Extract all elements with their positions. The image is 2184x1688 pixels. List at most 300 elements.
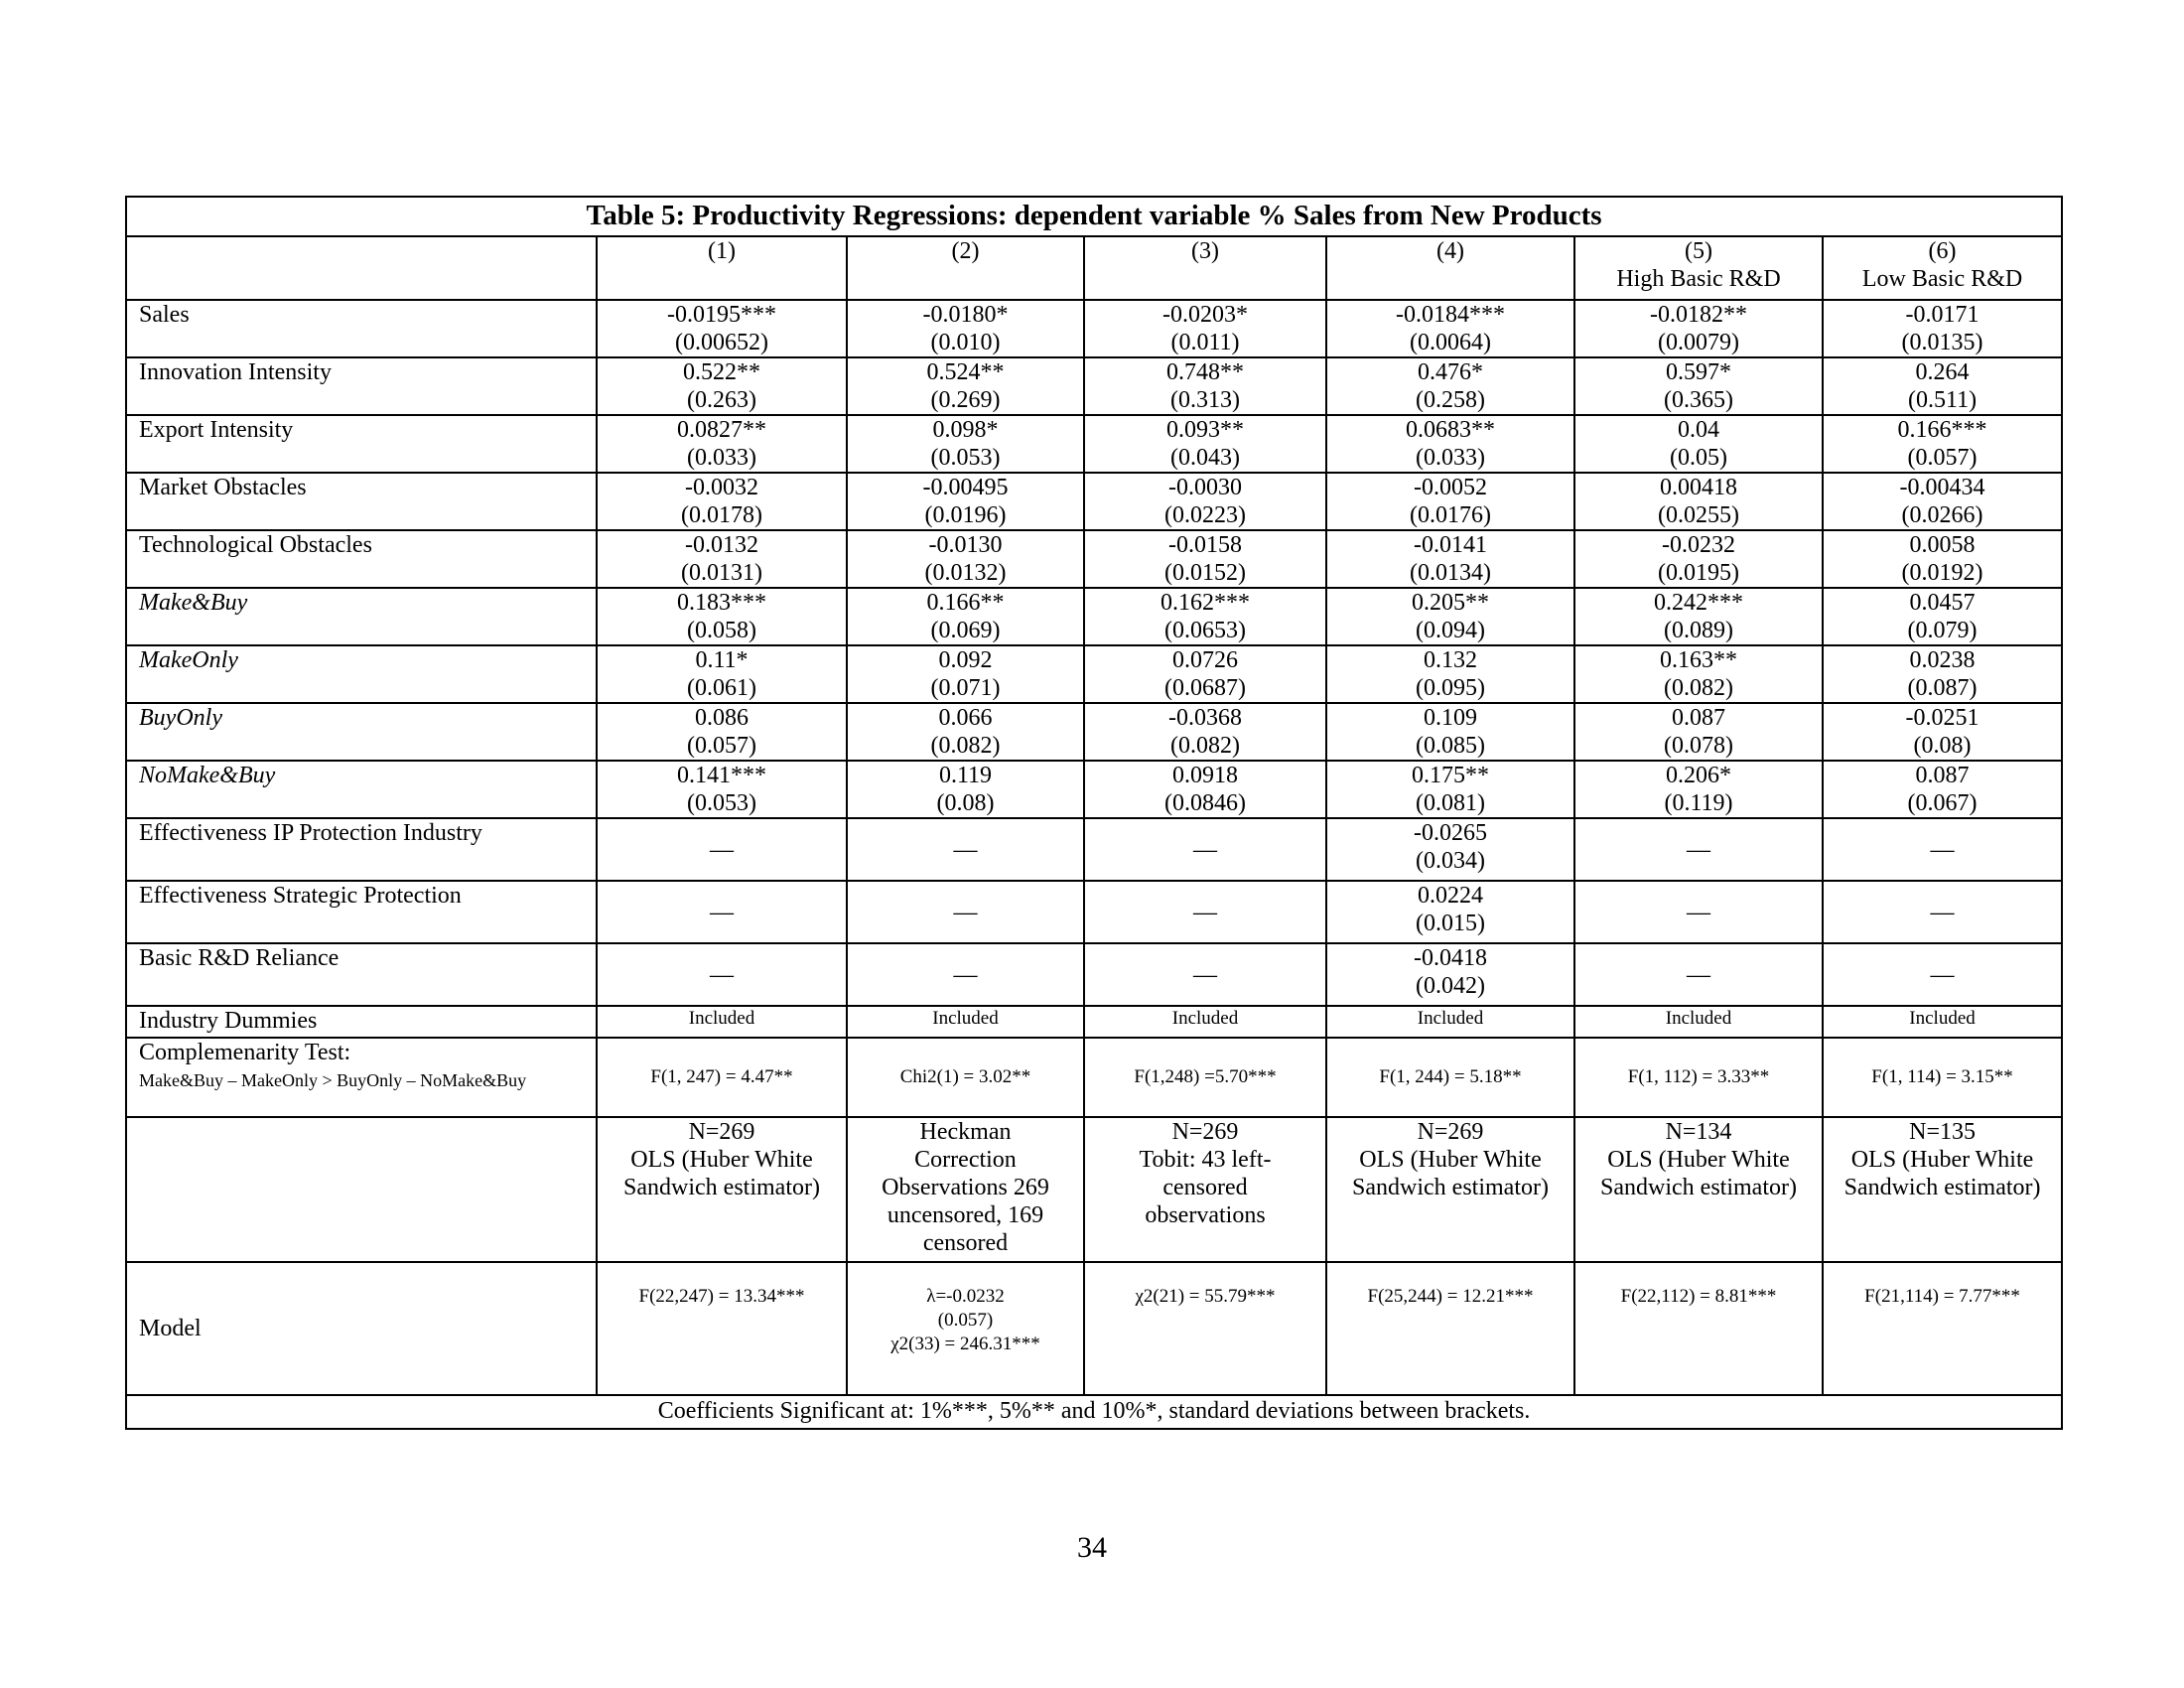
std-error: (0.095): [1416, 675, 1485, 701]
coefficient: —: [710, 899, 734, 925]
table-cell: [597, 473, 847, 530]
column-header: [1574, 236, 1823, 300]
table-cell: [1823, 761, 2062, 818]
table-row: [126, 473, 2062, 530]
coefficient: —: [1193, 836, 1217, 863]
estimator-cell: [1084, 1117, 1326, 1262]
coefficient: —: [1687, 899, 1710, 925]
model-cell: [597, 1262, 847, 1395]
row-label: Basic R&D Reliance: [126, 943, 597, 1006]
model-line: F(21,114) = 7.77***: [1864, 1286, 2020, 1307]
estimator-line: Sandwich estimator): [1843, 1175, 2041, 1200]
model-cell: [1326, 1262, 1574, 1395]
complementarity-row: [126, 1038, 2062, 1117]
coefficient: —: [710, 961, 734, 988]
coefficient: -0.0251: [1905, 705, 1979, 731]
estimator-cell: [847, 1117, 1084, 1262]
column-header: [1823, 236, 2062, 300]
coefficient: —: [1687, 836, 1710, 863]
table-cell: [597, 588, 847, 645]
table-row: [126, 761, 2062, 818]
std-error: (0.057): [687, 733, 756, 759]
industry-value: Included: [1084, 1006, 1326, 1038]
table-cell: [847, 818, 1084, 881]
table-cell: [597, 703, 847, 761]
model-row: [126, 1262, 2062, 1395]
estimator-cell: [1574, 1117, 1823, 1262]
coefficient: -0.0195***: [667, 302, 776, 328]
table-cell: [1326, 881, 1574, 943]
std-error: (0.119): [1664, 790, 1733, 816]
coefficient: 0.066: [938, 705, 993, 731]
comp-value: F(1, 114) = 3.15**: [1823, 1038, 2062, 1117]
table-cell: [597, 881, 847, 943]
note-row: [126, 1395, 2062, 1429]
std-error: (0.011): [1170, 330, 1240, 355]
table-cell: [1574, 473, 1823, 530]
column-header: [1084, 236, 1326, 300]
coefficient: 0.476*: [1418, 359, 1483, 385]
table-cell: [1084, 703, 1326, 761]
column-header: [597, 236, 847, 300]
coefficient: 0.597*: [1666, 359, 1731, 385]
table-row: [126, 818, 2062, 881]
estimator-cell: [1823, 1117, 2062, 1262]
table-cell: [847, 703, 1084, 761]
std-error: (0.067): [1907, 790, 1978, 816]
coefficient: —: [953, 899, 978, 925]
coefficient: -0.0032: [685, 475, 758, 500]
model-stat: [1575, 1263, 1822, 1309]
table-title: Table 5: Productivity Regressions: dependent variable % Sales from New Products: [126, 197, 2062, 236]
coefficient: -0.0171: [1905, 302, 1979, 328]
std-error: (0.0192): [1901, 560, 1983, 586]
coefficient: —: [1930, 836, 1955, 863]
std-error: (0.089): [1664, 618, 1733, 643]
table-cell: [1823, 645, 2062, 703]
std-error: (0.0255): [1658, 502, 1739, 528]
std-error: (0.0131): [681, 560, 762, 586]
table-cell: [1574, 645, 1823, 703]
std-error: (0.08): [1913, 733, 1972, 759]
comp-value: Chi2(1) = 3.02**: [847, 1038, 1084, 1117]
page-number: 34: [1077, 1531, 1107, 1564]
table-cell: [1823, 300, 2062, 357]
model-cell: [1823, 1262, 2062, 1395]
table-cell: [847, 645, 1084, 703]
column-header: [847, 236, 1084, 300]
table-cell: [1823, 415, 2062, 473]
coefficient: -0.0132: [685, 532, 758, 558]
row-label: Technological Obstacles: [126, 530, 597, 588]
coefficient: 0.242***: [1654, 590, 1743, 616]
model-stat: [1824, 1263, 2061, 1309]
table-cell: [1574, 588, 1823, 645]
row-label: Export Intensity: [126, 415, 597, 473]
coefficient: 0.522**: [683, 359, 760, 385]
coefficient: —: [710, 836, 734, 863]
table-row: [126, 645, 2062, 703]
coefficient: 0.119: [938, 763, 993, 788]
coefficient: 0.206*: [1666, 763, 1731, 788]
std-error: (0.0223): [1164, 502, 1246, 528]
header-stub: [126, 236, 597, 300]
std-error: (0.010): [930, 330, 1001, 355]
estimator-line: N=269: [1417, 1119, 1484, 1145]
table-cell: [1084, 530, 1326, 588]
coefficient: —: [953, 836, 978, 863]
row-label: [126, 1038, 597, 1117]
coefficient: -0.0141: [1414, 532, 1487, 558]
std-error: (0.0152): [1164, 560, 1246, 586]
row-label: Sales: [126, 300, 597, 357]
std-error: (0.269): [930, 387, 1001, 413]
coefficient: 0.0457: [1909, 590, 1976, 616]
coefficient: 0.166***: [1897, 417, 1987, 443]
coefficient: 0.166**: [926, 590, 1005, 616]
table-cell: [847, 943, 1084, 1006]
table-cell: [1084, 473, 1326, 530]
significance-note: Coefficients Significant at: 1%***, 5%** and 10%*, standard deviations between brackets.: [126, 1395, 2062, 1429]
table-cell: [1326, 761, 1574, 818]
comp-value: F(1,248) =5.70***: [1084, 1038, 1326, 1117]
table-cell: [1326, 818, 1574, 881]
coefficient: 0.175**: [1412, 763, 1489, 788]
table-cell: [597, 818, 847, 881]
std-error: (0.053): [930, 445, 1001, 471]
industry-value: Included: [1574, 1006, 1823, 1038]
estimator-line: Tobit: 43 left-: [1139, 1147, 1272, 1173]
coefficient: —: [953, 961, 978, 988]
table-cell: [1326, 645, 1574, 703]
std-error: (0.313): [1170, 387, 1240, 413]
coefficient: 0.0683**: [1406, 417, 1495, 443]
table-cell: [597, 645, 847, 703]
coefficient: -0.0368: [1168, 705, 1242, 731]
estimator-line: Heckman: [919, 1119, 1012, 1145]
coefficient: —: [1687, 961, 1710, 988]
table-cell: [1574, 357, 1823, 415]
coefficient: 0.0827**: [677, 417, 766, 443]
estimator-line: observations: [1145, 1202, 1266, 1228]
std-error: (0.058): [687, 618, 756, 643]
industry-row: [126, 1006, 2062, 1038]
coefficient: 0.162***: [1160, 590, 1250, 616]
table-cell: [1326, 300, 1574, 357]
estimator-line: censored: [922, 1230, 1009, 1256]
table-row: [126, 588, 2062, 645]
column-header-row: [126, 236, 2062, 300]
estimator-line: censored: [1162, 1175, 1248, 1200]
std-error: (0.511): [1908, 387, 1978, 413]
table-cell: [1084, 300, 1326, 357]
row-label: NoMake&Buy: [126, 761, 597, 818]
table-cell: [1574, 881, 1823, 943]
coefficient: 0.086: [695, 705, 749, 731]
comp-sublabel: Make&Buy – MakeOnly > BuyOnly – NoMake&Buy: [139, 1070, 527, 1090]
estimator-cell: [1326, 1117, 1574, 1262]
std-error: (0.034): [1416, 848, 1485, 874]
coefficient: —: [1930, 961, 1955, 988]
row-label: MakeOnly: [126, 645, 597, 703]
table-cell: [1574, 530, 1823, 588]
column-subtitle: Low Basic R&D: [1861, 266, 2023, 292]
column-number: (2): [951, 238, 980, 264]
std-error: (0.069): [930, 618, 1001, 643]
column-number: (5): [1685, 238, 1712, 264]
column-number: (4): [1436, 238, 1464, 264]
coefficient: 0.0918: [1172, 763, 1238, 788]
estimator-line: uncensored, 169: [887, 1202, 1044, 1228]
table-cell: [1326, 703, 1574, 761]
model-stat: [1327, 1263, 1573, 1309]
estimator-line: Sandwich estimator): [623, 1175, 820, 1200]
coefficient: 0.205**: [1412, 590, 1489, 616]
std-error: (0.0266): [1901, 502, 1983, 528]
industry-value: Included: [847, 1006, 1084, 1038]
row-label: Industry Dummies: [126, 1006, 597, 1038]
model-line: λ=-0.0232: [926, 1286, 1005, 1307]
table-cell: [1084, 818, 1326, 881]
table-cell: [1823, 357, 2062, 415]
std-error: (0.0134): [1410, 560, 1491, 586]
table-cell: [847, 300, 1084, 357]
table-row: [126, 300, 2062, 357]
model-stat: [1085, 1263, 1325, 1309]
coefficient: 0.109: [1424, 705, 1477, 731]
industry-value: Included: [1326, 1006, 1574, 1038]
std-error: (0.082): [1664, 675, 1733, 701]
std-error: (0.087): [1907, 675, 1978, 701]
coefficient: -0.0184***: [1396, 302, 1505, 328]
estimator-line: Sandwich estimator): [1600, 1175, 1797, 1200]
industry-value: Included: [1823, 1006, 2062, 1038]
coefficient: —: [1930, 899, 1955, 925]
std-error: (0.0196): [924, 502, 1007, 528]
column-number: (3): [1191, 238, 1219, 264]
std-error: (0.258): [1416, 387, 1485, 413]
coefficient: -0.00495: [922, 475, 1009, 500]
table-cell: [597, 415, 847, 473]
coefficient: -0.00434: [1899, 475, 1985, 500]
row-label: Market Obstacles: [126, 473, 597, 530]
std-error: (0.0195): [1658, 560, 1739, 586]
table-cell: [1326, 588, 1574, 645]
model-line: (0.057): [937, 1310, 994, 1331]
table-cell: [1574, 703, 1823, 761]
std-error: (0.0064): [1410, 330, 1491, 355]
table-cell: [847, 881, 1084, 943]
column-number: (1): [708, 238, 736, 264]
coefficient: 0.0058: [1909, 532, 1976, 558]
std-error: (0.081): [1416, 790, 1485, 816]
std-error: (0.00652): [675, 330, 768, 355]
model-stat: [598, 1263, 846, 1309]
std-error: (0.0079): [1658, 330, 1739, 355]
std-error: (0.042): [1416, 973, 1485, 999]
estimator-line: N=134: [1665, 1119, 1732, 1145]
coefficient: -0.0130: [928, 532, 1003, 558]
model-line: F(25,244) = 12.21***: [1367, 1286, 1534, 1307]
coefficient: 0.264: [1915, 359, 1970, 385]
estimator-cell: [597, 1117, 847, 1262]
model-line: F(22,247) = 13.34***: [638, 1286, 805, 1307]
table-cell: [1326, 415, 1574, 473]
estimator-line: Observations 269: [882, 1175, 1049, 1200]
table-cell: [847, 588, 1084, 645]
table-cell: [1326, 943, 1574, 1006]
std-error: (0.0687): [1164, 675, 1246, 701]
table-cell: [847, 415, 1084, 473]
model-line: χ2(21) = 55.79***: [1135, 1286, 1276, 1307]
std-error: (0.0653): [1164, 618, 1246, 643]
std-error: (0.071): [930, 675, 1001, 701]
row-label: Effectiveness Strategic Protection: [126, 881, 597, 943]
table-row: [126, 415, 2062, 473]
row-label: Model: [126, 1262, 597, 1395]
table-cell: [847, 761, 1084, 818]
table-cell: [1823, 473, 2062, 530]
coefficient: 0.0726: [1172, 647, 1238, 673]
estimator-line: OLS (Huber White: [630, 1147, 813, 1173]
table-cell: [1084, 357, 1326, 415]
regression-table: [125, 196, 2063, 1430]
row-label: [126, 1117, 597, 1262]
std-error: (0.061): [687, 675, 756, 701]
table-cell: [1574, 300, 1823, 357]
estimator-line: OLS (Huber White: [1850, 1147, 2034, 1173]
coefficient: 0.00418: [1660, 475, 1737, 500]
table-row: [126, 530, 2062, 588]
coefficient: 0.163**: [1660, 647, 1737, 673]
coefficient: 0.0224: [1418, 883, 1483, 909]
table-cell: [597, 357, 847, 415]
table-cell: [1574, 761, 1823, 818]
table-cell: [1084, 881, 1326, 943]
coefficient: —: [1193, 899, 1217, 925]
std-error: (0.082): [930, 733, 1001, 759]
coefficient: 0.04: [1678, 417, 1719, 443]
column-subtitle: High Basic R&D: [1616, 266, 1781, 292]
model-cell: [1084, 1262, 1326, 1395]
table-cell: [1823, 943, 2062, 1006]
table-row: [126, 943, 2062, 1006]
table-cell: [1823, 881, 2062, 943]
coefficient: 0.087: [1915, 763, 1970, 788]
std-error: (0.079): [1907, 618, 1978, 643]
std-error: (0.053): [687, 790, 756, 816]
coefficient: —: [1193, 961, 1217, 988]
row-label: Make&Buy: [126, 588, 597, 645]
table-cell: [847, 357, 1084, 415]
table-cell: [1326, 473, 1574, 530]
estimator-line: N=269: [688, 1119, 755, 1145]
table-cell: [1084, 645, 1326, 703]
std-error: (0.263): [687, 387, 756, 413]
table-cell: [1823, 530, 2062, 588]
std-error: (0.033): [687, 445, 756, 471]
coefficient: 0.11*: [695, 647, 749, 673]
table-row: [126, 357, 2062, 415]
coefficient: 0.087: [1672, 705, 1725, 731]
estimator-line: N=269: [1171, 1119, 1239, 1145]
comp-value: F(1, 112) = 3.33**: [1574, 1038, 1823, 1117]
comp-label: Complemenarity Test:: [139, 1040, 351, 1065]
std-error: (0.0176): [1410, 502, 1491, 528]
std-error: (0.0846): [1164, 790, 1246, 816]
table-cell: [1084, 943, 1326, 1006]
table-cell: [1084, 588, 1326, 645]
industry-value: Included: [597, 1006, 847, 1038]
coefficient: -0.0203*: [1162, 302, 1248, 328]
std-error: (0.0135): [1901, 330, 1983, 355]
coefficient: -0.0052: [1414, 475, 1487, 500]
model-line: χ2(33) = 246.31***: [890, 1334, 1040, 1354]
table-cell: [1823, 818, 2062, 881]
column-header: [1326, 236, 1574, 300]
coefficient: 0.092: [938, 647, 993, 673]
model-stat: [848, 1263, 1083, 1356]
model-cell: [1574, 1262, 1823, 1395]
std-error: (0.0178): [681, 502, 762, 528]
coefficient: 0.524**: [926, 359, 1005, 385]
coefficient: -0.0158: [1168, 532, 1242, 558]
estimator-line: Correction: [914, 1147, 1017, 1173]
std-error: (0.057): [1907, 445, 1978, 471]
table-cell: [597, 530, 847, 588]
coefficient: 0.098*: [932, 417, 999, 443]
coefficient: -0.0232: [1662, 532, 1735, 558]
table-row: [126, 881, 2062, 943]
table-cell: [597, 761, 847, 818]
coefficient: -0.0265: [1414, 820, 1487, 846]
std-error: (0.08): [936, 790, 995, 816]
comp-value: F(1, 244) = 5.18**: [1326, 1038, 1574, 1117]
column-number: (6): [1928, 238, 1957, 264]
table-cell: [1574, 943, 1823, 1006]
std-error: (0.078): [1664, 733, 1733, 759]
std-error: (0.365): [1664, 387, 1733, 413]
table-cell: [1574, 415, 1823, 473]
coefficient: 0.141***: [677, 763, 766, 788]
coefficient: -0.0182**: [1650, 302, 1747, 328]
table-row: [126, 703, 2062, 761]
coefficient: -0.0418: [1414, 945, 1487, 971]
coefficient: 0.183***: [677, 590, 766, 616]
std-error: (0.05): [1670, 445, 1727, 471]
table-cell: [847, 473, 1084, 530]
row-label: Innovation Intensity: [126, 357, 597, 415]
std-error: (0.015): [1416, 911, 1485, 936]
std-error: (0.094): [1416, 618, 1485, 643]
coefficient: 0.093**: [1166, 417, 1244, 443]
comp-value: F(1, 247) = 4.47**: [597, 1038, 847, 1117]
std-error: (0.082): [1170, 733, 1240, 759]
coefficient: 0.748**: [1166, 359, 1244, 385]
estimator-line: N=135: [1909, 1119, 1976, 1145]
std-error: (0.043): [1170, 445, 1240, 471]
table-cell: [1084, 415, 1326, 473]
estimator-line: Sandwich estimator): [1352, 1175, 1549, 1200]
std-error: (0.085): [1416, 733, 1485, 759]
model-cell: [847, 1262, 1084, 1395]
std-error: (0.033): [1416, 445, 1485, 471]
coefficient: -0.0180*: [922, 302, 1009, 328]
table-cell: [1084, 761, 1326, 818]
table-cell: [1823, 703, 2062, 761]
model-line: F(22,112) = 8.81***: [1620, 1286, 1777, 1307]
estimator-line: OLS (Huber White: [1607, 1147, 1790, 1173]
